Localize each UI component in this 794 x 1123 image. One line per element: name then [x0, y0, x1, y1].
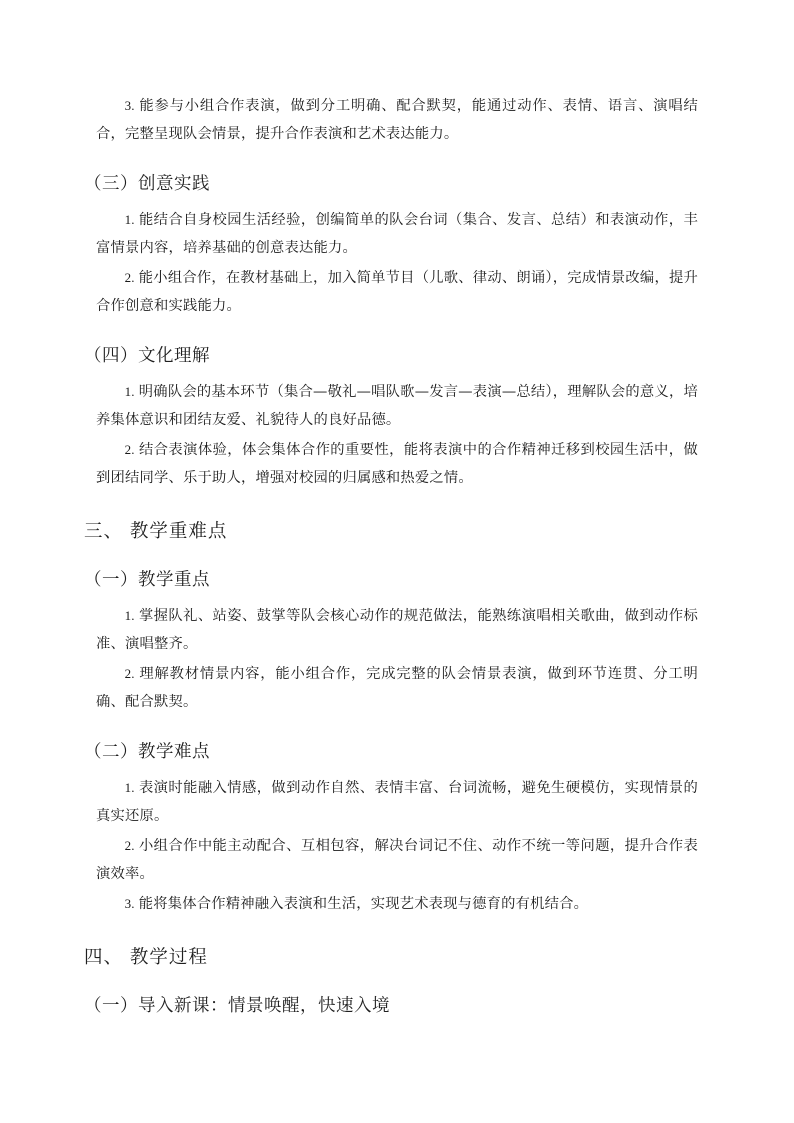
item-text: 能参与小组合作表演，做到分工明确、配合默契，能通过动作、表情、语言、演唱结合，完整呈现队会情景，提升合作表演和艺术表达能力。 — [96, 98, 698, 142]
item-text: 表演时能融入情感，做到动作自然、表情丰富、台词流畅，避免生硬模仿，实现情景的真实还原。 — [96, 780, 698, 824]
item-number: 1. — [124, 608, 135, 623]
culture-item-2 — [96, 436, 698, 492]
item-number: 1. — [124, 384, 135, 399]
item-text: 明确队会的基本环节（集合—敬礼—唱队歌—发言—表演—总结），理解队会的意义，培养集体意识和团结友爱、礼貌待人的良好品德。 — [96, 384, 698, 428]
heading-teaching-difficulties: （二）教学难点 — [84, 742, 210, 762]
item-number: 3. — [124, 98, 135, 113]
item-number: 3. — [124, 896, 135, 911]
heading-creative-practice: （三）创意实践 — [84, 174, 210, 194]
item-text: 结合表演体验，体会集体合作的重要性，能将表演中的合作精神迁移到校园生活中，做到团结同学、乐于助人，增强对校园的归属感和热爱之情。 — [96, 442, 698, 486]
item-text: 能小组合作，在教材基础上，加入简单节目（儿歌、律动、朗诵），完成情景改编，提升合作创意和实践能力。 — [96, 270, 698, 314]
item-text: 理解教材情景内容，能小组合作，完成完整的队会情景表演，做到环节连贯、分工明确、配合默契。 — [96, 666, 698, 710]
heading-teaching-focus: （一）教学重点 — [84, 570, 210, 590]
focus-item-1 — [96, 602, 698, 658]
heading-cultural-understanding: （四）文化理解 — [84, 346, 210, 366]
item-text: 小组合作中能主动配合、互相包容，解决台词记不住、动作不统一等问题，提升合作表演效率。 — [96, 838, 698, 882]
creative-item-2 — [96, 264, 698, 320]
item-number: 1. — [124, 780, 135, 795]
culture-item-1 — [96, 378, 698, 434]
item-text: 能结合自身校园生活经验，创编简单的队会台词（集合、发言、总结）和表演动作，丰富情景内容，培养基础的创意表达能力。 — [96, 212, 698, 256]
item-number: 2. — [124, 442, 135, 457]
item-number: 2. — [124, 270, 135, 285]
item-number: 1. — [124, 212, 135, 227]
focus-item-2 — [96, 660, 698, 716]
item-number: 2. — [124, 666, 135, 681]
difficulty-item-2 — [96, 832, 698, 888]
difficulty-item-3 — [96, 890, 698, 918]
item-number: 2. — [124, 838, 135, 853]
heading-teaching-process: 四、 教学过程 — [84, 947, 208, 968]
item-text: 掌握队礼、站姿、鼓掌等队会核心动作的规范做法，能熟练演唱相关歌曲，做到动作标准、演唱整齐。 — [96, 608, 698, 652]
heading-lesson-introduction: （一）导入新课：情景唤醒，快速入境 — [84, 996, 390, 1016]
document-page — [84, 92, 698, 1028]
difficulty-item-1 — [96, 774, 698, 830]
heading-key-difficult-points: 三、 教学重难点 — [84, 521, 228, 542]
objective-item-3 — [96, 92, 698, 148]
item-text: 能将集体合作精神融入表演和生活，实现艺术表现与德育的有机结合。 — [138, 896, 589, 912]
creative-item-1 — [96, 206, 698, 262]
